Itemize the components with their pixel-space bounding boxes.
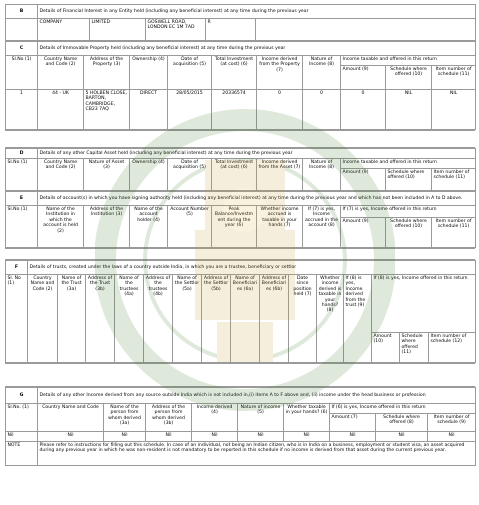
section-f-table	[5, 260, 476, 363]
table-cell: Nil	[192, 432, 238, 442]
column-header: Date since position held (7)	[289, 275, 317, 363]
table-cell: Nil	[330, 432, 376, 442]
column-header: Address of the Settlor (5b)	[202, 275, 231, 363]
income-group-header: Income taxable and offered in this return	[341, 159, 476, 169]
table-cell: 0	[303, 90, 341, 130]
column-header: Nature of income (5)	[238, 404, 284, 432]
note-label: NOTE	[6, 442, 38, 466]
table-cell: Nil	[428, 432, 476, 442]
section-d-letter: D	[6, 149, 38, 159]
column-header: Date of acquisition (5)	[168, 159, 212, 191]
column-header: Sl. No (1)	[6, 275, 28, 363]
column-header: Name of the Trust (3a)	[58, 275, 86, 363]
column-header: Amount (9)	[341, 218, 386, 248]
b-entity-cell: LIMITED	[90, 19, 146, 41]
schedule-fa-page	[5, 4, 475, 466]
column-header: Schedule where offered (11)	[400, 333, 429, 363]
table-cell: Nil	[146, 432, 192, 442]
income-group-header: If (7) is yes, Income offered in this return	[341, 206, 476, 218]
table-cell: DIRECT	[130, 90, 168, 130]
column-header: Country Name and Code	[38, 404, 104, 432]
section-c-title: Details of Immovable Property held (including any beneficial interest) at any time during the previous year	[38, 42, 476, 56]
table-cell: NIL	[432, 90, 476, 130]
column-header: Name of the person from whom derived (3a)	[104, 404, 146, 432]
column-header: Ownership (4)	[130, 159, 168, 191]
note-text: Please refer to instructions for filling out this schedule. In case of an individual, not being an Indian citizen, who is in India on a business, employment or student visa, an asset acquired during any previous year in which he was non-resident is not mandatory to be reported in this schedule if no income is derived from that asset during the current previous year.	[38, 442, 476, 466]
section-e-letter: E	[6, 192, 38, 206]
income-group-header: Income taxable and offered in this return	[341, 56, 476, 66]
column-header: Date of acquisition (5)	[168, 56, 212, 90]
table-cell: 0	[257, 90, 303, 130]
column-header: Nature of Asset (3)	[84, 159, 130, 191]
column-header: Address of the Property (3)	[84, 56, 130, 90]
column-header: Nature of Income (8)	[303, 159, 341, 191]
column-header: Schedule where offered (10)	[386, 66, 432, 90]
column-header: Sl.No. (1)	[6, 404, 38, 432]
column-header: Item number of schedule (11)	[432, 66, 476, 90]
column-header: Sl.No (1)	[6, 56, 38, 90]
column-header: Amount (9)	[341, 66, 386, 90]
column-header: Address of the Institution (3)	[84, 206, 130, 248]
income-group-header: If (6) is yes, Income offered in this return	[330, 404, 476, 414]
column-header: Amount (9)	[341, 169, 386, 191]
table-cell: 28/05/2015	[168, 90, 212, 130]
section-g-table	[5, 387, 476, 466]
column-header: Income derived from the Property (7)	[257, 56, 303, 90]
column-header: Address of the person from whom derived (3b)	[146, 404, 192, 432]
section-d-title: Details of any other Capital Asset held (including any beneficial interest) at any time during the previous year	[38, 149, 476, 159]
column-header: Item number of schedule (11)	[432, 218, 476, 248]
column-header: Whether taxable in your hands? (6)	[284, 404, 330, 432]
table-cell: 5 HOLBEN CLOSE, BARTON, CAMBRIDGE, CB23 7AQ	[84, 90, 130, 130]
column-header: Item number of schedule (12)	[429, 333, 476, 363]
column-header: Amount (7)	[330, 414, 376, 432]
table-cell: 20336574	[212, 90, 257, 130]
column-header: Country Name and Code (2)	[28, 275, 58, 363]
table-cell: 1	[6, 90, 38, 130]
table-cell: 0	[341, 90, 386, 130]
column-header: Income derived from the Asset (7)	[257, 159, 303, 191]
section-f-letter: F	[6, 261, 28, 275]
section-c-table	[5, 41, 476, 130]
column-header: Total Investment (at cost) (6)	[212, 56, 257, 90]
column-header: Amount (10)	[372, 333, 400, 363]
section-g-letter: G	[6, 388, 38, 404]
column-header: Name of the Settlor (5a)	[173, 275, 202, 363]
column-header: Whether income accrued is taxable in your hands (7)	[257, 206, 303, 248]
column-header: Ownership (4)	[130, 56, 168, 90]
column-header: Country Name and Code (2)	[38, 159, 84, 191]
b-nature-cell: R	[206, 19, 256, 41]
column-header: Whether income derived is taxable in your hands? (8)	[317, 275, 344, 363]
column-header: Name of the trustees (4a)	[115, 275, 144, 363]
section-c-letter: C	[6, 42, 38, 56]
column-header: Account Number (5)	[168, 206, 212, 248]
column-header: Item number of schedule (9)	[428, 414, 476, 432]
table-cell: 44 - UK	[38, 90, 84, 130]
b-entity-cell: COMPANY	[38, 19, 90, 41]
column-header: Schedule where offered (8)	[376, 414, 428, 432]
section-b-table	[5, 4, 476, 41]
column-header: Nature of Income (8)	[303, 56, 341, 90]
table-cell: Nil	[284, 432, 330, 442]
section-b-letter: B	[6, 5, 38, 19]
table-cell: Nil	[104, 432, 146, 442]
column-header: If (7) is yes, Income accrued in the account (8)	[303, 206, 341, 248]
column-header: Sl.No (1)	[6, 206, 38, 248]
column-header: Address of the Trust (3b)	[86, 275, 115, 363]
column-header: Schedule where offered (10)	[386, 169, 432, 191]
column-header: If (8) is yes, Income derived from the trust (9)	[344, 275, 372, 363]
column-header: Name of Beneficiaries (6a)	[231, 275, 260, 363]
column-header: Address of Beneficiaries (6b)	[260, 275, 289, 363]
table-cell: NIL	[386, 90, 432, 130]
section-e-title: Details of account(s) in which you have signing authority held (including any beneficial interest) at any time during the previous year and which has not been included in A to D above.	[38, 192, 476, 206]
column-header: Sl.No (1)	[6, 159, 38, 191]
column-header: Name of the account holder (4)	[130, 206, 168, 248]
income-group-header: If (8) is yes, Income offered in this return	[372, 275, 476, 333]
b-address-cell: GOSWELL ROAD, LONDON EC 1M 7AD	[146, 19, 206, 41]
section-f-title: Details of trusts, created under the laws of a country outside India, in which you are a trustee, beneficiary or settlor	[28, 261, 476, 275]
table-cell: Nil	[38, 432, 104, 442]
column-header: Peak Balance/Investment during the year (6)	[212, 206, 257, 248]
section-d-table	[5, 148, 476, 191]
column-header: Name of the Institution in which the account is held (2)	[38, 206, 84, 248]
column-header: Country Name and Code (2)	[38, 56, 84, 90]
section-b-title: Details of Financial Interest in any Entity held (including any beneficial interest) at any time during the previous year	[38, 5, 476, 19]
table-cell: Nil	[6, 432, 38, 442]
column-header: Item number of schedule (11)	[432, 169, 476, 191]
section-g-title: Details of any other Income derived from any source outside India which is not included in,(i) items A to F above and, (ii) income under the head business or profession	[38, 388, 476, 404]
column-header: Schedule where offered (10)	[386, 218, 432, 248]
column-header: Total Investment (at cost) (6)	[212, 159, 257, 191]
section-e-table	[5, 191, 476, 248]
column-header: Income derived (4)	[192, 404, 238, 432]
table-cell: Nil	[376, 432, 428, 442]
column-header: Address of the trustees (4b)	[144, 275, 173, 363]
table-cell: Nil	[238, 432, 284, 442]
